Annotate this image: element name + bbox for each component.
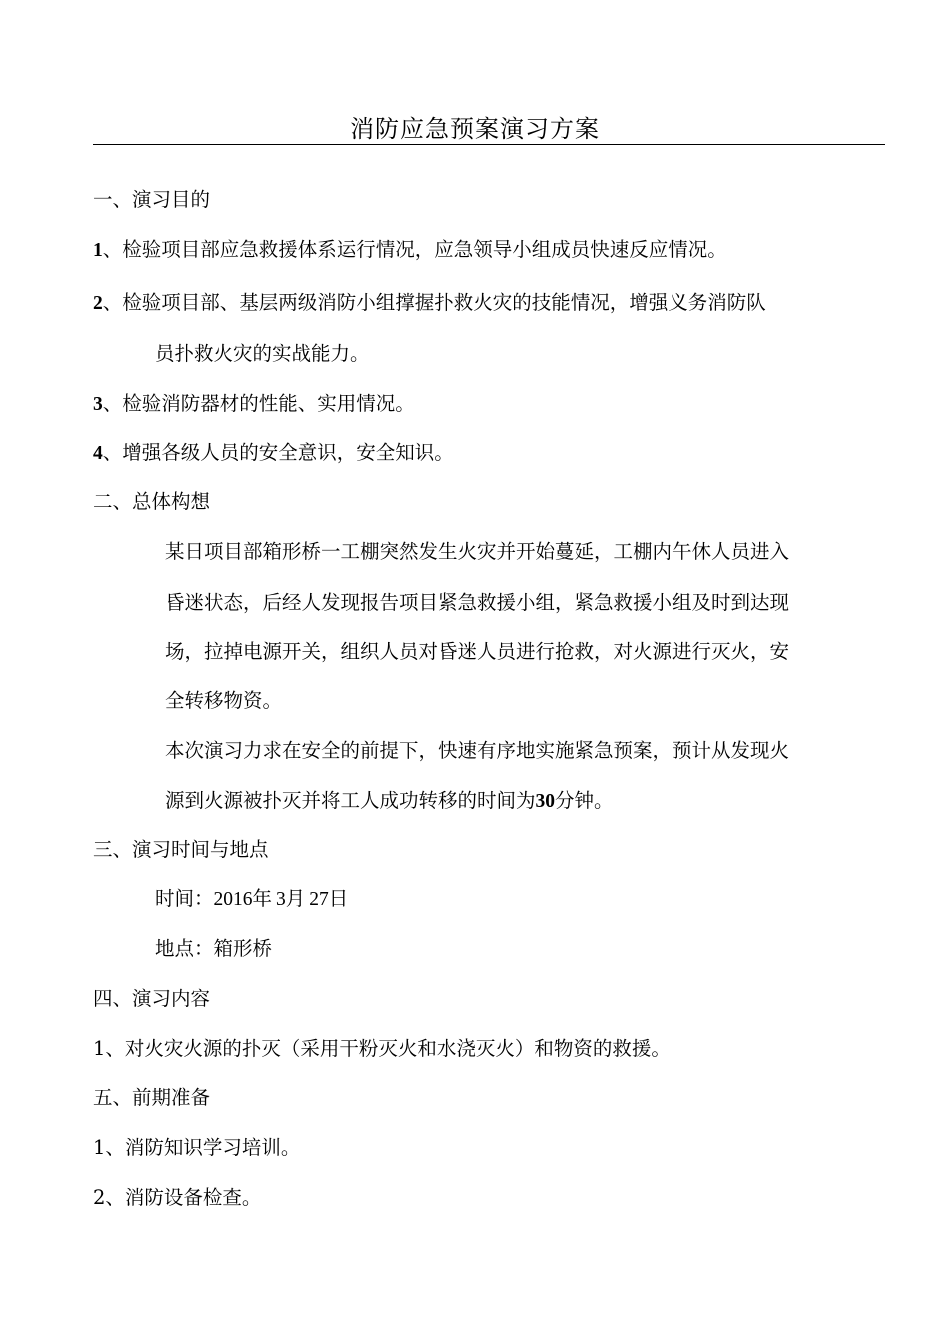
purpose-item-2-continuation: 员扑救火灾的实战能力。	[155, 342, 370, 365]
item-number: 2	[93, 293, 103, 314]
concept-para2-line1: 本次演习力求在安全的前提下，快速有序地实施紧急预案，预计从发现火	[165, 739, 790, 762]
para2-text-b: 分钟。	[555, 789, 614, 812]
item-text: 、增强各级人员的安全意识，安全知识。	[102, 441, 454, 464]
time-day: 27	[309, 889, 329, 910]
concept-para2-line2	[165, 786, 614, 817]
item-text: 、检验消防器材的性能、实用情况。	[102, 392, 415, 415]
section-heading-purpose: 一、演习目的	[93, 188, 211, 211]
preparation-item-1: 1、消防知识学习培训。	[93, 1136, 301, 1159]
section-heading-time-place: 三、演习时间与地点	[93, 838, 269, 861]
time-year: 2016	[213, 889, 253, 910]
drill-time	[155, 884, 348, 915]
purpose-item-3	[93, 389, 415, 420]
title-underline	[93, 144, 885, 145]
section-heading-concept: 二、总体构想	[93, 490, 211, 513]
content-item-1: 1、对火灾火源的扑灭（采用干粉灭火和水浇灭火）和物资的救援。	[93, 1037, 671, 1060]
item-number: 1	[93, 240, 103, 261]
section-heading-content: 四、演习内容	[93, 987, 211, 1010]
item-text: 、检验项目部、基层两级消防小组撑握扑救火灾的技能情况，增强义务消防队	[102, 291, 766, 314]
preparation-item-2: 2、消防设备检查。	[93, 1186, 262, 1209]
purpose-item-2	[93, 288, 766, 319]
time-label: 时间：	[155, 887, 214, 910]
concept-para1-line1: 某日项目部箱形桥一工棚突然发生火灾并开始蔓延，工棚内午休人员进入	[165, 540, 790, 563]
item-number: 3	[93, 394, 103, 415]
concept-para1-line3: 场，拉掉电源开关，组织人员对昏迷人员进行抢救，对火源进行灭火，安	[165, 640, 790, 663]
concept-para1-line4: 全转移物资。	[165, 689, 283, 712]
drill-place: 地点：箱形桥	[155, 937, 273, 960]
item-number: 4	[93, 443, 103, 464]
time-month-unit: 月	[285, 887, 306, 910]
duration-number: 30	[535, 791, 556, 812]
time-year-unit: 年	[252, 887, 273, 910]
document-title: 消防应急预案演习方案	[350, 115, 600, 143]
item-text: 、检验项目部应急救援体系运行情况，应急领导小组成员快速反应情况。	[102, 238, 727, 261]
purpose-item-1	[93, 235, 727, 266]
section-heading-preparation: 五、前期准备	[93, 1086, 211, 1109]
concept-para1-line2: 昏迷状态，后经人发现报告项目紧急救援小组，紧急救援小组及时到达现	[165, 591, 790, 614]
para2-text-a: 源到火源被扑灭并将工人成功转移的时间为	[165, 789, 536, 812]
purpose-item-4	[93, 438, 454, 469]
time-month: 3	[276, 889, 286, 910]
time-day-unit: 日	[328, 887, 349, 910]
